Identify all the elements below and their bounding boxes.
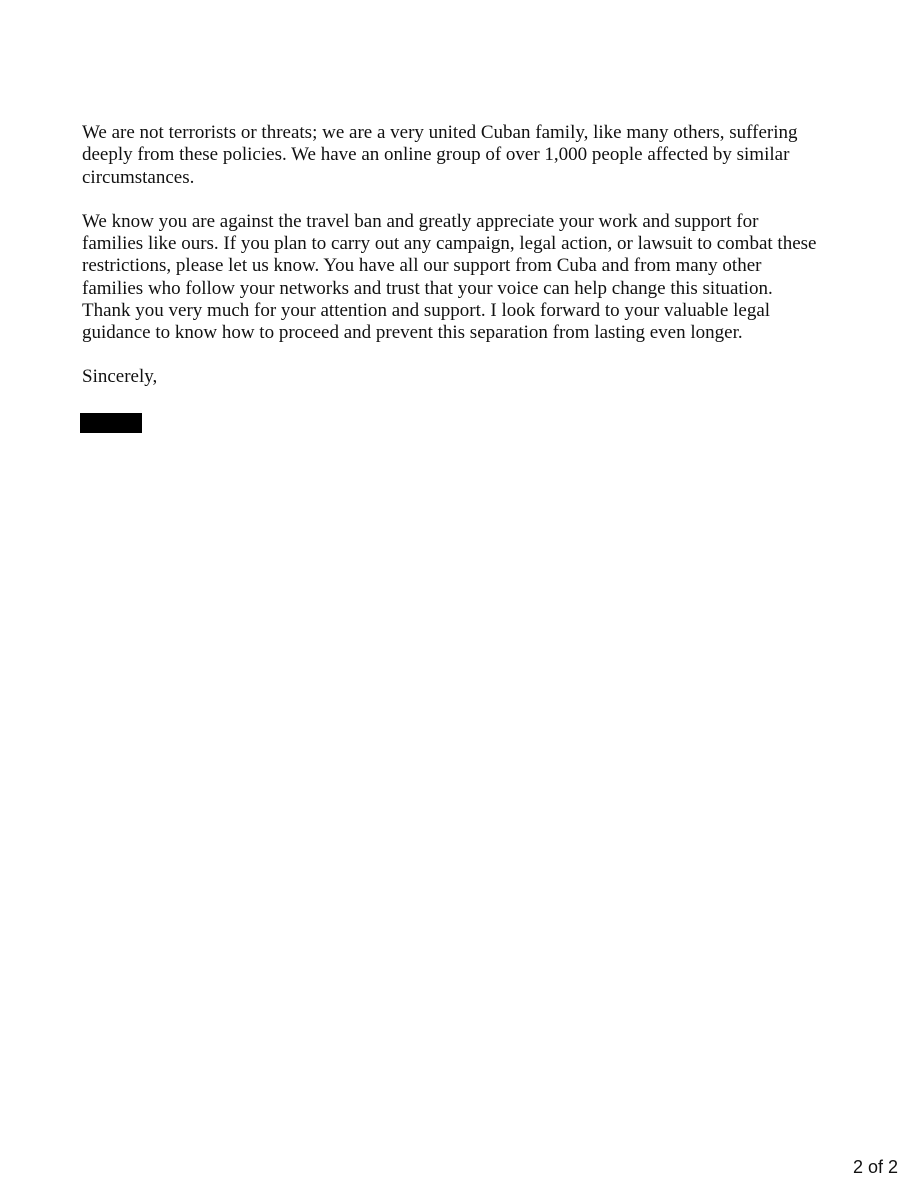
paragraph-1-line-2: deeply from these policies. We have an online group of over 1,000 people affected by similar [82,144,790,166]
paragraph-1-line-1: We are not terrorists or threats; we are a very united Cuban family, like many others, suffering [82,122,798,143]
paragraph-1 [82,122,852,189]
paragraph-2-line-4: families who follow your networks and trust that your voice can help change this situation. [82,277,773,299]
page-number: 2 of 2 [852,1157,898,1177]
redacted-signature [80,413,142,433]
paragraph-1-line-3: circumstances. [82,166,195,188]
paragraph-2-line-6: guidance to know how to proceed and prevent this separation from lasting even longer. [82,322,743,344]
letter-body [82,122,852,367]
paragraph-2-line-5: Thank you very much for your attention and support. I look forward to your valuable legal [82,300,771,322]
paragraph-2 [82,211,852,345]
paragraph-2-line-3: restrictions, please let us know. You have all our support from Cuba and from many other [82,255,762,277]
paragraph-2-line-2: families like ours. If you plan to carry out any campaign, legal action, or lawsuit to combat these [82,233,817,255]
paragraph-2-line-1: We know you are against the travel ban and greatly appreciate your work and support for [82,210,759,232]
closing-salutation: Sincerely, [82,366,158,387]
